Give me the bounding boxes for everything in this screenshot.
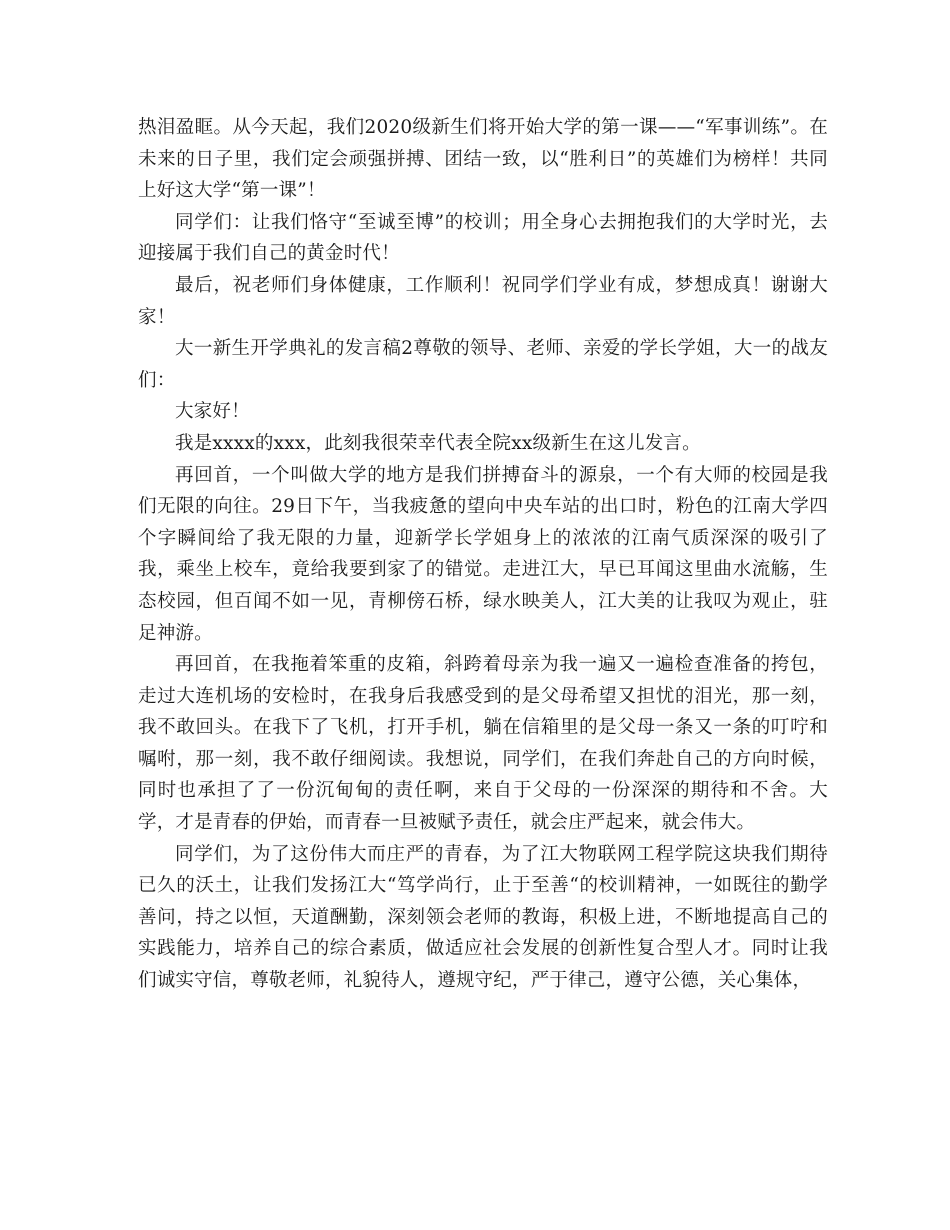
paragraph: 同学们：让我们恪守“至诚至博”的校训；用全身心去拥抱我们的大学时光，去迎接属于我们自己的黄金时代！ [138, 211, 828, 265]
paragraph: 同学们，为了这份伟大而庄严的青春，为了江大物联网工程学院这块我们期待已久的沃土，让我们发扬江大“笃学尚行，止于至善“的校训精神，一如既往的勤学善问，持之以恒，天道酬勤，深刻领会老师的教诲，积极上进，不断地提高自己的实践能力，培养自己的综合素质，做适应社会发展的创新性复合型人才。同时让我们诚实守信，尊敬老师，礼貌待人，遵规守纪，严于律己，遵守公德，关心集体， [138, 843, 828, 992]
paragraph: 再回首，在我拖着笨重的皮箱，斜跨着母亲为我一遍又一遍检查准备的挎包，走过大连机场的安检时，在我身后我感受到的是父母希望又担忧的泪光，那一刻，我不敢回头。在我下了飞机，打开手机，躺在信箱里的是父母一条又一条的叮咛和嘱咐，那一刻，我不敢仔细阅读。我想说，同学们，在我们奔赴自己的方向时候，同时也承担了了一份沉甸甸的责任啊，来自于父母的一份深深的期待和不舍。大学，才是青春的伊始，而青春一旦被赋予责任，就会庄严起来，就会伟大。 [138, 654, 828, 834]
document-body [138, 112, 828, 997]
paragraph: 再回首，一个叫做大学的地方是我们拼搏奋斗的源泉，一个有大师的校园是我们无限的向往。29日下午，当我疲惫的望向中央车站的出口时，粉色的江南大学四个字瞬间给了我无限的力量，迎新学长学姐身上的浓浓的江南气质深深的吸引了我，乘坐上校车，竟给我要到家了的错觉。走进江大，早已耳闻这里曲水流觞，生态校园，但百闻不如一见，青柳傍石桥，绿水映美人，江大美的让我叹为观止，驻足神游。 [138, 464, 828, 644]
paragraph: 热泪盈眶。从今天起，我们2020级新生们将开始大学的第一课——“军事训练”。在未来的日子里，我们定会顽强拼搏、团结一致，以“胜利日”的英雄们为榜样！共同上好这大学“第一课”！ [138, 117, 828, 202]
paragraph: 最后，祝老师们身体健康，工作顺利！祝同学们学业有成，梦想成真！谢谢大家！ [138, 274, 828, 328]
paragraph: 大一新生开学典礼的发言稿2尊敬的领导、老师、亲爱的学长学姐，大一的战友们： [138, 338, 828, 391]
paragraph: 大家好！ [175, 401, 250, 423]
paragraph: 我是xxxx的xxx，此刻我很荣幸代表全院xx级新生在这儿发言。 [175, 432, 701, 454]
